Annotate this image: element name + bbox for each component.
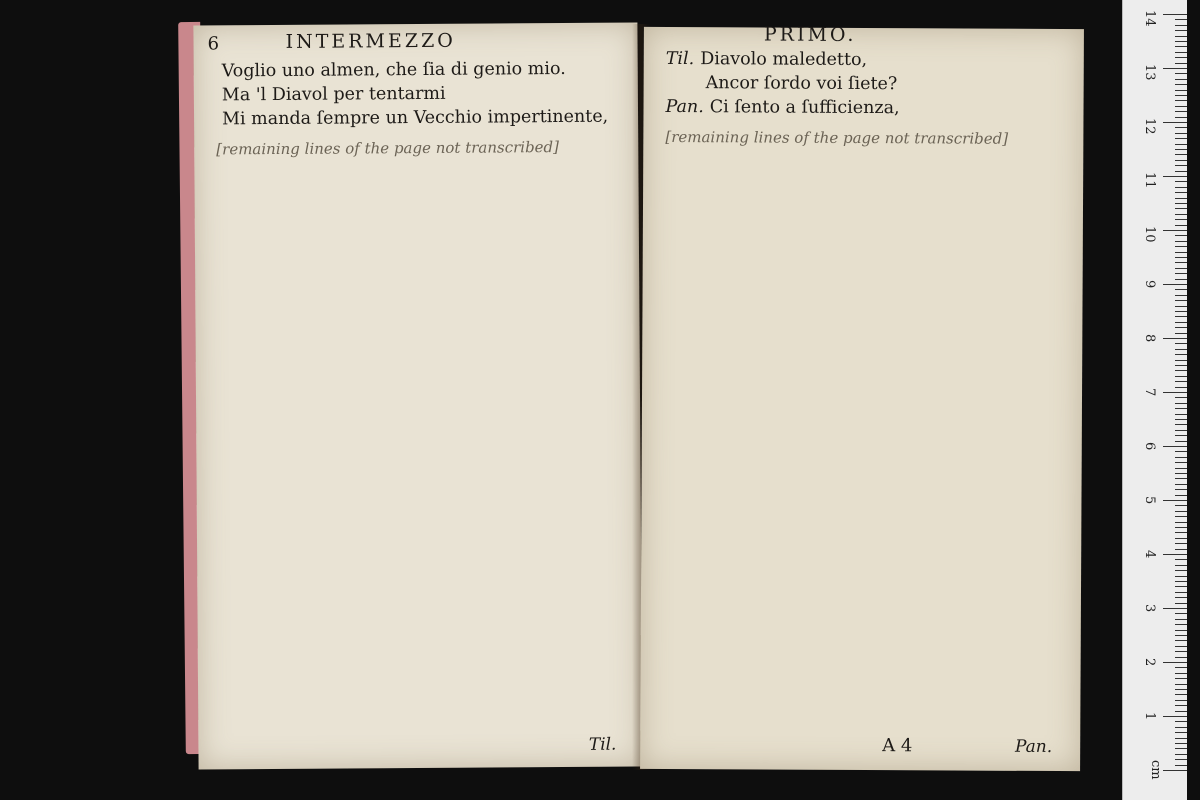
ruler-minor-tick <box>1175 327 1187 328</box>
ruler-minor-tick <box>1175 219 1187 220</box>
ruler-number: 2 <box>1142 658 1157 667</box>
ruler-major-tick <box>1163 176 1187 177</box>
elision-note: [remaining lines of the page not transcribed] <box>665 127 1009 148</box>
ruler-minor-tick <box>1175 721 1187 722</box>
ruler-minor-tick <box>1175 435 1187 436</box>
ruler-minor-tick <box>1175 300 1187 301</box>
ruler-number: 5 <box>1142 496 1157 505</box>
ruler-minor-tick <box>1175 252 1187 253</box>
ruler-minor-tick <box>1175 505 1187 506</box>
ruler-minor-tick <box>1175 619 1187 620</box>
ruler-major-tick <box>1163 338 1187 339</box>
ruler-minor-tick <box>1175 322 1187 323</box>
ruler-minor-tick <box>1175 154 1187 155</box>
verse-line <box>216 105 620 132</box>
ruler-minor-tick <box>1175 478 1187 479</box>
ruler-minor-tick <box>1175 738 1187 739</box>
ruler-number: 4 <box>1142 550 1157 559</box>
ruler-minor-tick <box>1175 646 1187 647</box>
ruler-minor-tick <box>1175 451 1187 452</box>
ruler-minor-tick <box>1175 73 1187 74</box>
ruler-minor-tick <box>1175 349 1187 350</box>
ruler-major-tick <box>1163 14 1187 15</box>
ruler-major-tick <box>1163 284 1187 285</box>
ruler-minor-tick <box>1175 640 1187 641</box>
verse-text: Ci ſento a ſufficienza, <box>709 97 900 119</box>
ruler-number: 6 <box>1142 442 1157 451</box>
ruler-minor-tick <box>1175 511 1187 512</box>
ruler-minor-tick <box>1175 538 1187 539</box>
ruler-minor-tick <box>1175 19 1187 20</box>
speaker-label: Pan. <box>665 96 704 118</box>
ruler-minor-tick <box>1175 149 1187 150</box>
ruler-minor-tick <box>1175 192 1187 193</box>
ruler-minor-tick <box>1175 295 1187 296</box>
right-page <box>640 23 1084 771</box>
speaker-label: Til. <box>665 48 695 70</box>
ruler-minor-tick <box>1175 630 1187 631</box>
ruler-minor-tick <box>1175 365 1187 366</box>
ruler-minor-tick <box>1175 127 1187 128</box>
ruler-number: 9 <box>1142 280 1157 289</box>
ruler-minor-tick <box>1175 279 1187 280</box>
ruler-minor-tick <box>1175 613 1187 614</box>
ruler-major-tick <box>1163 68 1187 69</box>
ruler-minor-tick <box>1175 46 1187 47</box>
ruler-minor-tick <box>1175 354 1187 355</box>
ruler-minor-tick <box>1175 711 1187 712</box>
ruler-minor-tick <box>1175 257 1187 258</box>
ruler-minor-tick <box>1175 727 1187 728</box>
ruler-minor-tick <box>1175 532 1187 533</box>
ruler-minor-tick <box>1175 306 1187 307</box>
ruler-minor-tick <box>1175 133 1187 134</box>
elision-note: [remaining lines of the page not transcribed] <box>216 138 560 159</box>
ruler-minor-tick <box>1175 333 1187 334</box>
ruler-minor-tick <box>1175 241 1187 242</box>
ruler-minor-tick <box>1175 549 1187 550</box>
ruler-minor-tick <box>1175 689 1187 690</box>
ruler-minor-tick <box>1175 743 1187 744</box>
ruler-minor-tick <box>1175 748 1187 749</box>
ruler-number: 10 <box>1142 226 1157 243</box>
ruler-minor-tick <box>1175 651 1187 652</box>
ruler-minor-tick <box>1175 570 1187 571</box>
ruler-minor-tick <box>1175 84 1187 85</box>
ruler-minor-tick <box>1175 603 1187 604</box>
ruler-minor-tick <box>1175 289 1187 290</box>
ruler-major-tick <box>1163 554 1187 555</box>
ruler-minor-tick <box>1175 592 1187 593</box>
catchword: Pan. <box>1014 736 1053 758</box>
ruler-minor-tick <box>1175 759 1187 760</box>
ruler-minor-tick <box>1175 403 1187 404</box>
ruler-minor-tick <box>1175 171 1187 172</box>
ruler-minor-tick <box>1175 111 1187 112</box>
ruler-minor-tick <box>1175 754 1187 755</box>
ruler-minor-tick <box>1175 678 1187 679</box>
catchword: Til. <box>588 734 617 755</box>
ruler-minor-tick <box>1175 311 1187 312</box>
ruler-minor-tick <box>1175 441 1187 442</box>
ruler-minor-tick <box>1175 667 1187 668</box>
ruler-minor-tick <box>1175 52 1187 53</box>
ruler-minor-tick <box>1175 430 1187 431</box>
ruler-minor-tick <box>1175 160 1187 161</box>
verse-line <box>665 95 1065 121</box>
ruler-minor-tick <box>1175 316 1187 317</box>
left-page <box>193 22 642 769</box>
ruler-minor-tick <box>1175 684 1187 685</box>
ruler-number: 13 <box>1142 64 1157 81</box>
verse-text: Mi manda ſempre un Vecchio impertinente, <box>221 106 609 130</box>
ruler-minor-tick <box>1175 198 1187 199</box>
ruler-major-tick <box>1163 662 1187 663</box>
ruler-minor-tick <box>1175 370 1187 371</box>
ruler-minor-tick <box>1175 673 1187 674</box>
ruler-major-tick <box>1163 446 1187 447</box>
ruler-minor-tick <box>1175 732 1187 733</box>
ruler-minor-tick <box>1175 408 1187 409</box>
ruler-major-tick <box>1163 716 1187 717</box>
verse-text: Voglio uno almen, che ſia di genio mio. <box>221 58 566 82</box>
ruler-minor-tick <box>1175 360 1187 361</box>
ruler-minor-tick <box>1175 208 1187 209</box>
ruler-minor-tick <box>1175 376 1187 377</box>
ruler-major-tick <box>1163 230 1187 231</box>
ruler-minor-tick <box>1175 203 1187 204</box>
page-number: 6 <box>207 33 220 55</box>
ruler-minor-tick <box>1175 63 1187 64</box>
ruler-minor-tick <box>1175 527 1187 528</box>
ruler-minor-tick <box>1175 397 1187 398</box>
measurement-ruler <box>1122 0 1187 800</box>
ruler-minor-tick <box>1175 700 1187 701</box>
verse-text: Diavolo maledetto, <box>700 49 868 71</box>
ruler-minor-tick <box>1175 495 1187 496</box>
ruler-minor-tick <box>1175 268 1187 269</box>
ruler-number: 14 <box>1142 10 1157 27</box>
ruler-minor-tick <box>1175 489 1187 490</box>
verse-line <box>216 57 620 84</box>
ruler-minor-tick <box>1175 144 1187 145</box>
text-block <box>216 57 621 162</box>
ruler-number: 11 <box>1142 172 1157 189</box>
ruler-minor-tick <box>1175 414 1187 415</box>
ruler-minor-tick <box>1175 516 1187 517</box>
ruler-minor-tick <box>1175 765 1187 766</box>
ruler-minor-tick <box>1175 187 1187 188</box>
ruler-minor-tick <box>1175 468 1187 469</box>
ruler-major-tick <box>1163 122 1187 123</box>
verse-text: Ma 'l Diavol per tentarmi <box>221 83 446 106</box>
ruler-minor-tick <box>1175 246 1187 247</box>
ruler-unit-label: cm <box>1148 760 1163 780</box>
ruler-number: 7 <box>1142 388 1157 397</box>
ruler-minor-tick <box>1175 225 1187 226</box>
ruler-minor-tick <box>1175 181 1187 182</box>
ruler-minor-tick <box>1175 484 1187 485</box>
ruler-minor-tick <box>1175 95 1187 96</box>
ruler-minor-tick <box>1175 117 1187 118</box>
ruler-minor-tick <box>1175 597 1187 598</box>
ruler-minor-tick <box>1175 214 1187 215</box>
verse-line <box>666 47 1066 73</box>
ruler-minor-tick <box>1175 25 1187 26</box>
ruler-minor-tick <box>1175 419 1187 420</box>
ruler-minor-tick <box>1175 41 1187 42</box>
ruler-minor-tick <box>1175 57 1187 58</box>
ruler-minor-tick <box>1175 565 1187 566</box>
ruler-minor-tick <box>1175 424 1187 425</box>
ruler-minor-tick <box>1175 262 1187 263</box>
ruler-number: 12 <box>1142 118 1157 135</box>
running-head: PRIMO. <box>763 23 857 46</box>
ruler-minor-tick <box>1175 635 1187 636</box>
ruler-minor-tick <box>1175 694 1187 695</box>
ruler-major-tick <box>1163 770 1187 771</box>
ruler-minor-tick <box>1175 106 1187 107</box>
verse-text: Ancor ſordo voi ſiete? <box>705 73 898 95</box>
ruler-minor-tick <box>1175 462 1187 463</box>
ruler-minor-tick <box>1175 235 1187 236</box>
ruler-number: 8 <box>1142 334 1157 343</box>
ruler-minor-tick <box>1175 343 1187 344</box>
ruler-minor-tick <box>1175 138 1187 139</box>
ruler-minor-tick <box>1175 100 1187 101</box>
ruler-number: 3 <box>1142 604 1157 613</box>
ruler-minor-tick <box>1175 36 1187 37</box>
ruler-minor-tick <box>1175 586 1187 587</box>
ruler-minor-tick <box>1175 624 1187 625</box>
ruler-minor-tick <box>1175 522 1187 523</box>
ruler-major-tick <box>1163 500 1187 501</box>
ruler-minor-tick <box>1175 165 1187 166</box>
verse-line <box>216 81 620 108</box>
ruler-major-tick <box>1163 608 1187 609</box>
ruler-minor-tick <box>1175 381 1187 382</box>
ruler-minor-tick <box>1175 581 1187 582</box>
ruler-minor-tick <box>1175 576 1187 577</box>
ruler-minor-tick <box>1175 30 1187 31</box>
ruler-major-tick <box>1163 392 1187 393</box>
signature-mark: A 4 <box>882 735 913 757</box>
ruler-minor-tick <box>1175 273 1187 274</box>
ruler-minor-tick <box>1175 559 1187 560</box>
ruler-minor-tick <box>1175 705 1187 706</box>
ruler-minor-tick <box>1175 457 1187 458</box>
running-head: INTERMEZZO <box>285 29 456 53</box>
ruler-minor-tick <box>1175 657 1187 658</box>
ruler-minor-tick <box>1175 473 1187 474</box>
ruler-number: 1 <box>1142 712 1157 721</box>
ruler-minor-tick <box>1175 543 1187 544</box>
text-block <box>665 47 1066 151</box>
ruler-minor-tick <box>1175 79 1187 80</box>
ruler-minor-tick <box>1175 387 1187 388</box>
ruler-minor-tick <box>1175 90 1187 91</box>
verse-line <box>666 71 1066 97</box>
